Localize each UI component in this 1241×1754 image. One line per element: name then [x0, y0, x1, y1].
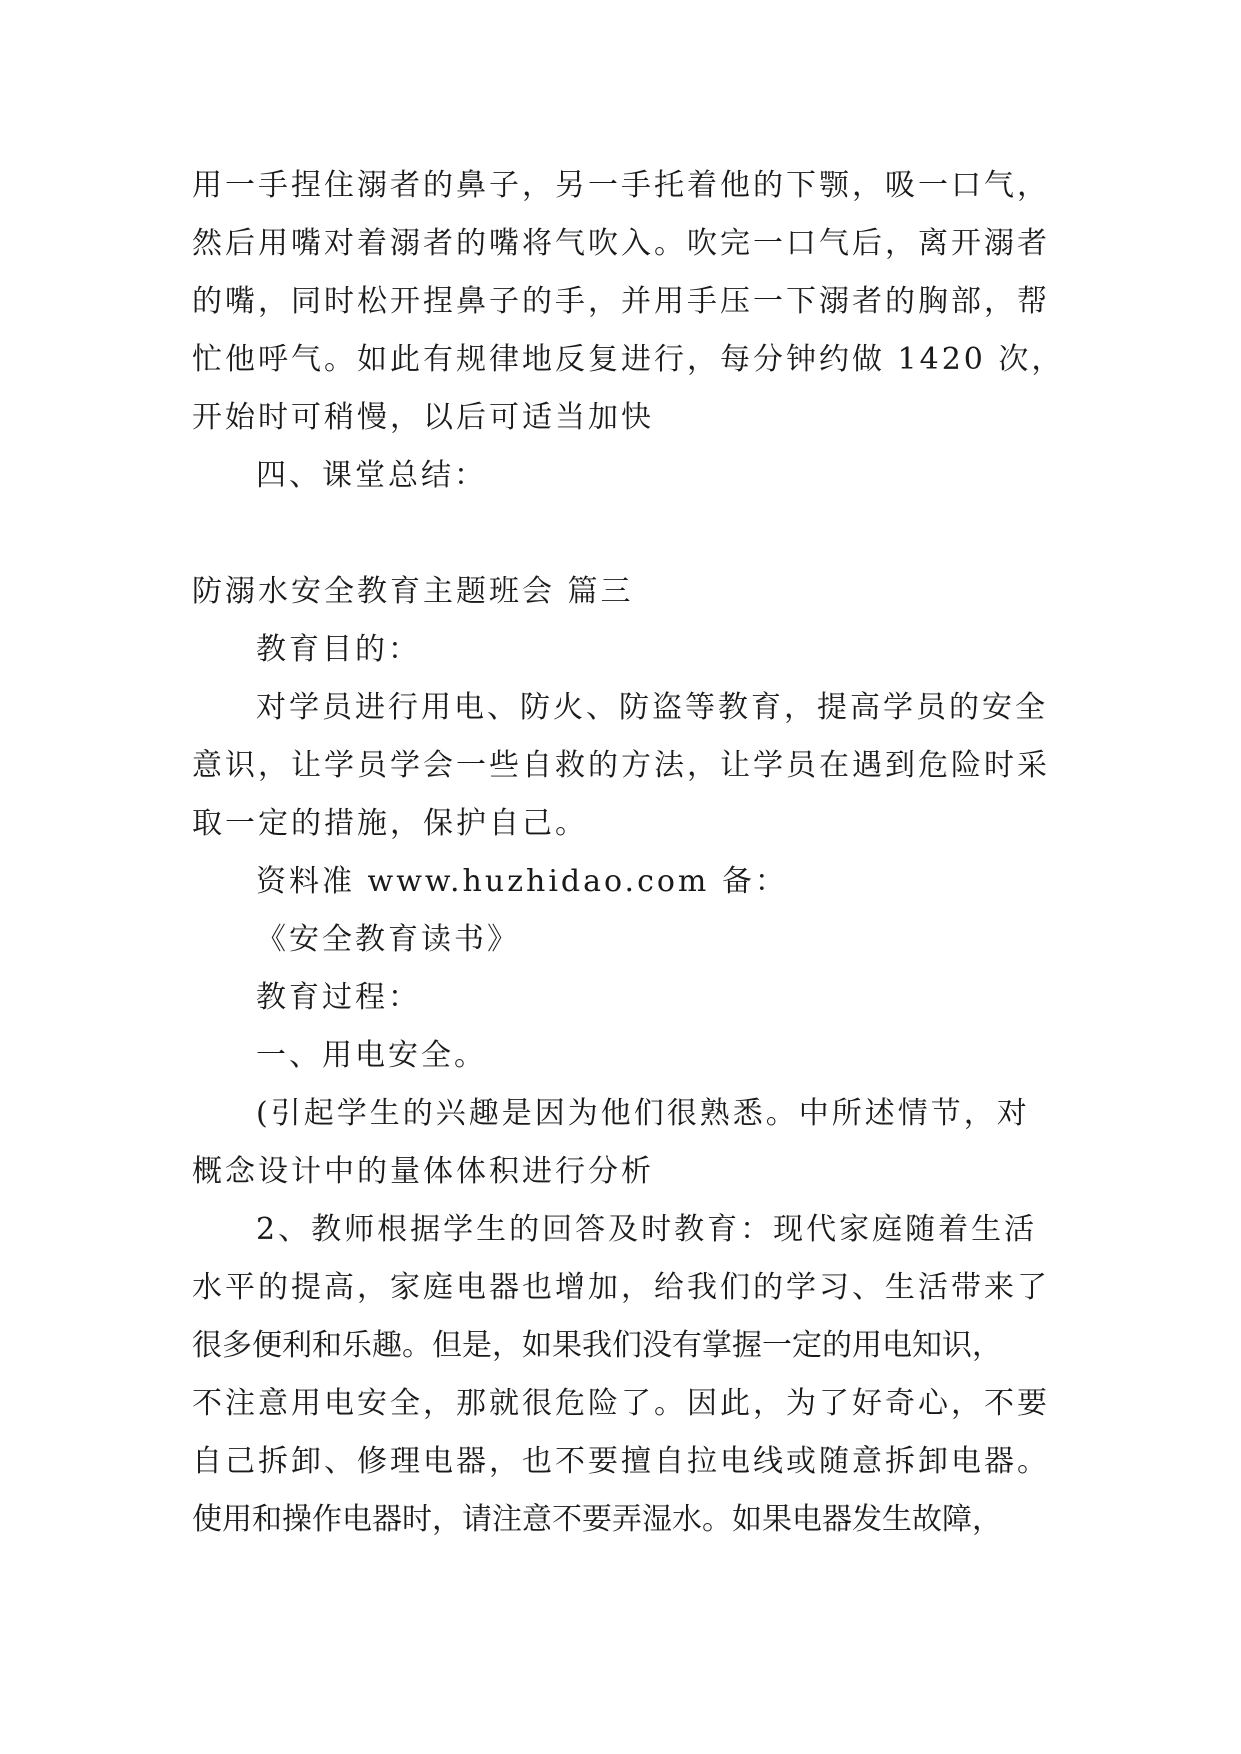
process-heading: 教育过程：	[256, 980, 421, 1015]
paragraph-line: 忙他呼气。如此有规律地反复进行，每分钟约做 1420 次，	[192, 342, 1065, 377]
book-title: 《安全教育读书》	[256, 922, 520, 957]
paragraph-line: 对学员进行用电、防火、防盗等教育，提高学员的安全	[256, 690, 1048, 725]
paragraph-line: 很多便利和乐趣。但是，如果我们没有掌握一定的用电知识，	[192, 1328, 1002, 1363]
paragraph-line: 用一手捏住溺者的鼻子，另一手托着他的下颚，吸一口气，	[192, 168, 1050, 203]
paragraph-line: 2、教师根据学生的回答及时教育：现代家庭随着生活	[256, 1212, 1038, 1247]
section-title: 防溺水安全教育主题班会 篇三	[192, 574, 634, 609]
paragraph-line: 自己拆卸、修理电器，也不要擅自拉电线或随意拆卸电器。	[192, 1444, 1050, 1479]
item-one-heading: 一、用电安全。	[256, 1038, 487, 1073]
materials-line: 资料准 www.huzhidao.com 备：	[256, 864, 788, 899]
paragraph-line: 使用和操作电器时，请注意不要弄湿水。如果电器发生故障，	[192, 1502, 1002, 1537]
paragraph-line: 概念设计中的量体体积进行分析	[192, 1154, 654, 1189]
goal-heading: 教育目的：	[256, 632, 421, 667]
paragraph-line: 的嘴，同时松开捏鼻子的手，并用手压一下溺者的胸部，帮	[192, 284, 1050, 319]
paragraph-line: 开始时可稍慢，以后可适当加快	[192, 400, 654, 435]
summary-heading: 四、课堂总结：	[256, 458, 487, 493]
paragraph-line: 取一定的措施，保护自己。	[192, 806, 588, 841]
paragraph-line: 不注意用电安全，那就很危险了。因此，为了好奇心，不要	[192, 1386, 1050, 1421]
paragraph-line: 意识，让学员学会一些自救的方法，让学员在遇到危险时采	[192, 748, 1050, 783]
paragraph-line: 水平的提高，家庭电器也增加，给我们的学习、生活带来了	[192, 1270, 1050, 1305]
paragraph-line: 然后用嘴对着溺者的嘴将气吹入。吹完一口气后，离开溺者	[192, 226, 1050, 261]
paragraph-line: (引起学生的兴趣是因为他们很熟悉。中所述情节，对	[256, 1096, 1030, 1131]
